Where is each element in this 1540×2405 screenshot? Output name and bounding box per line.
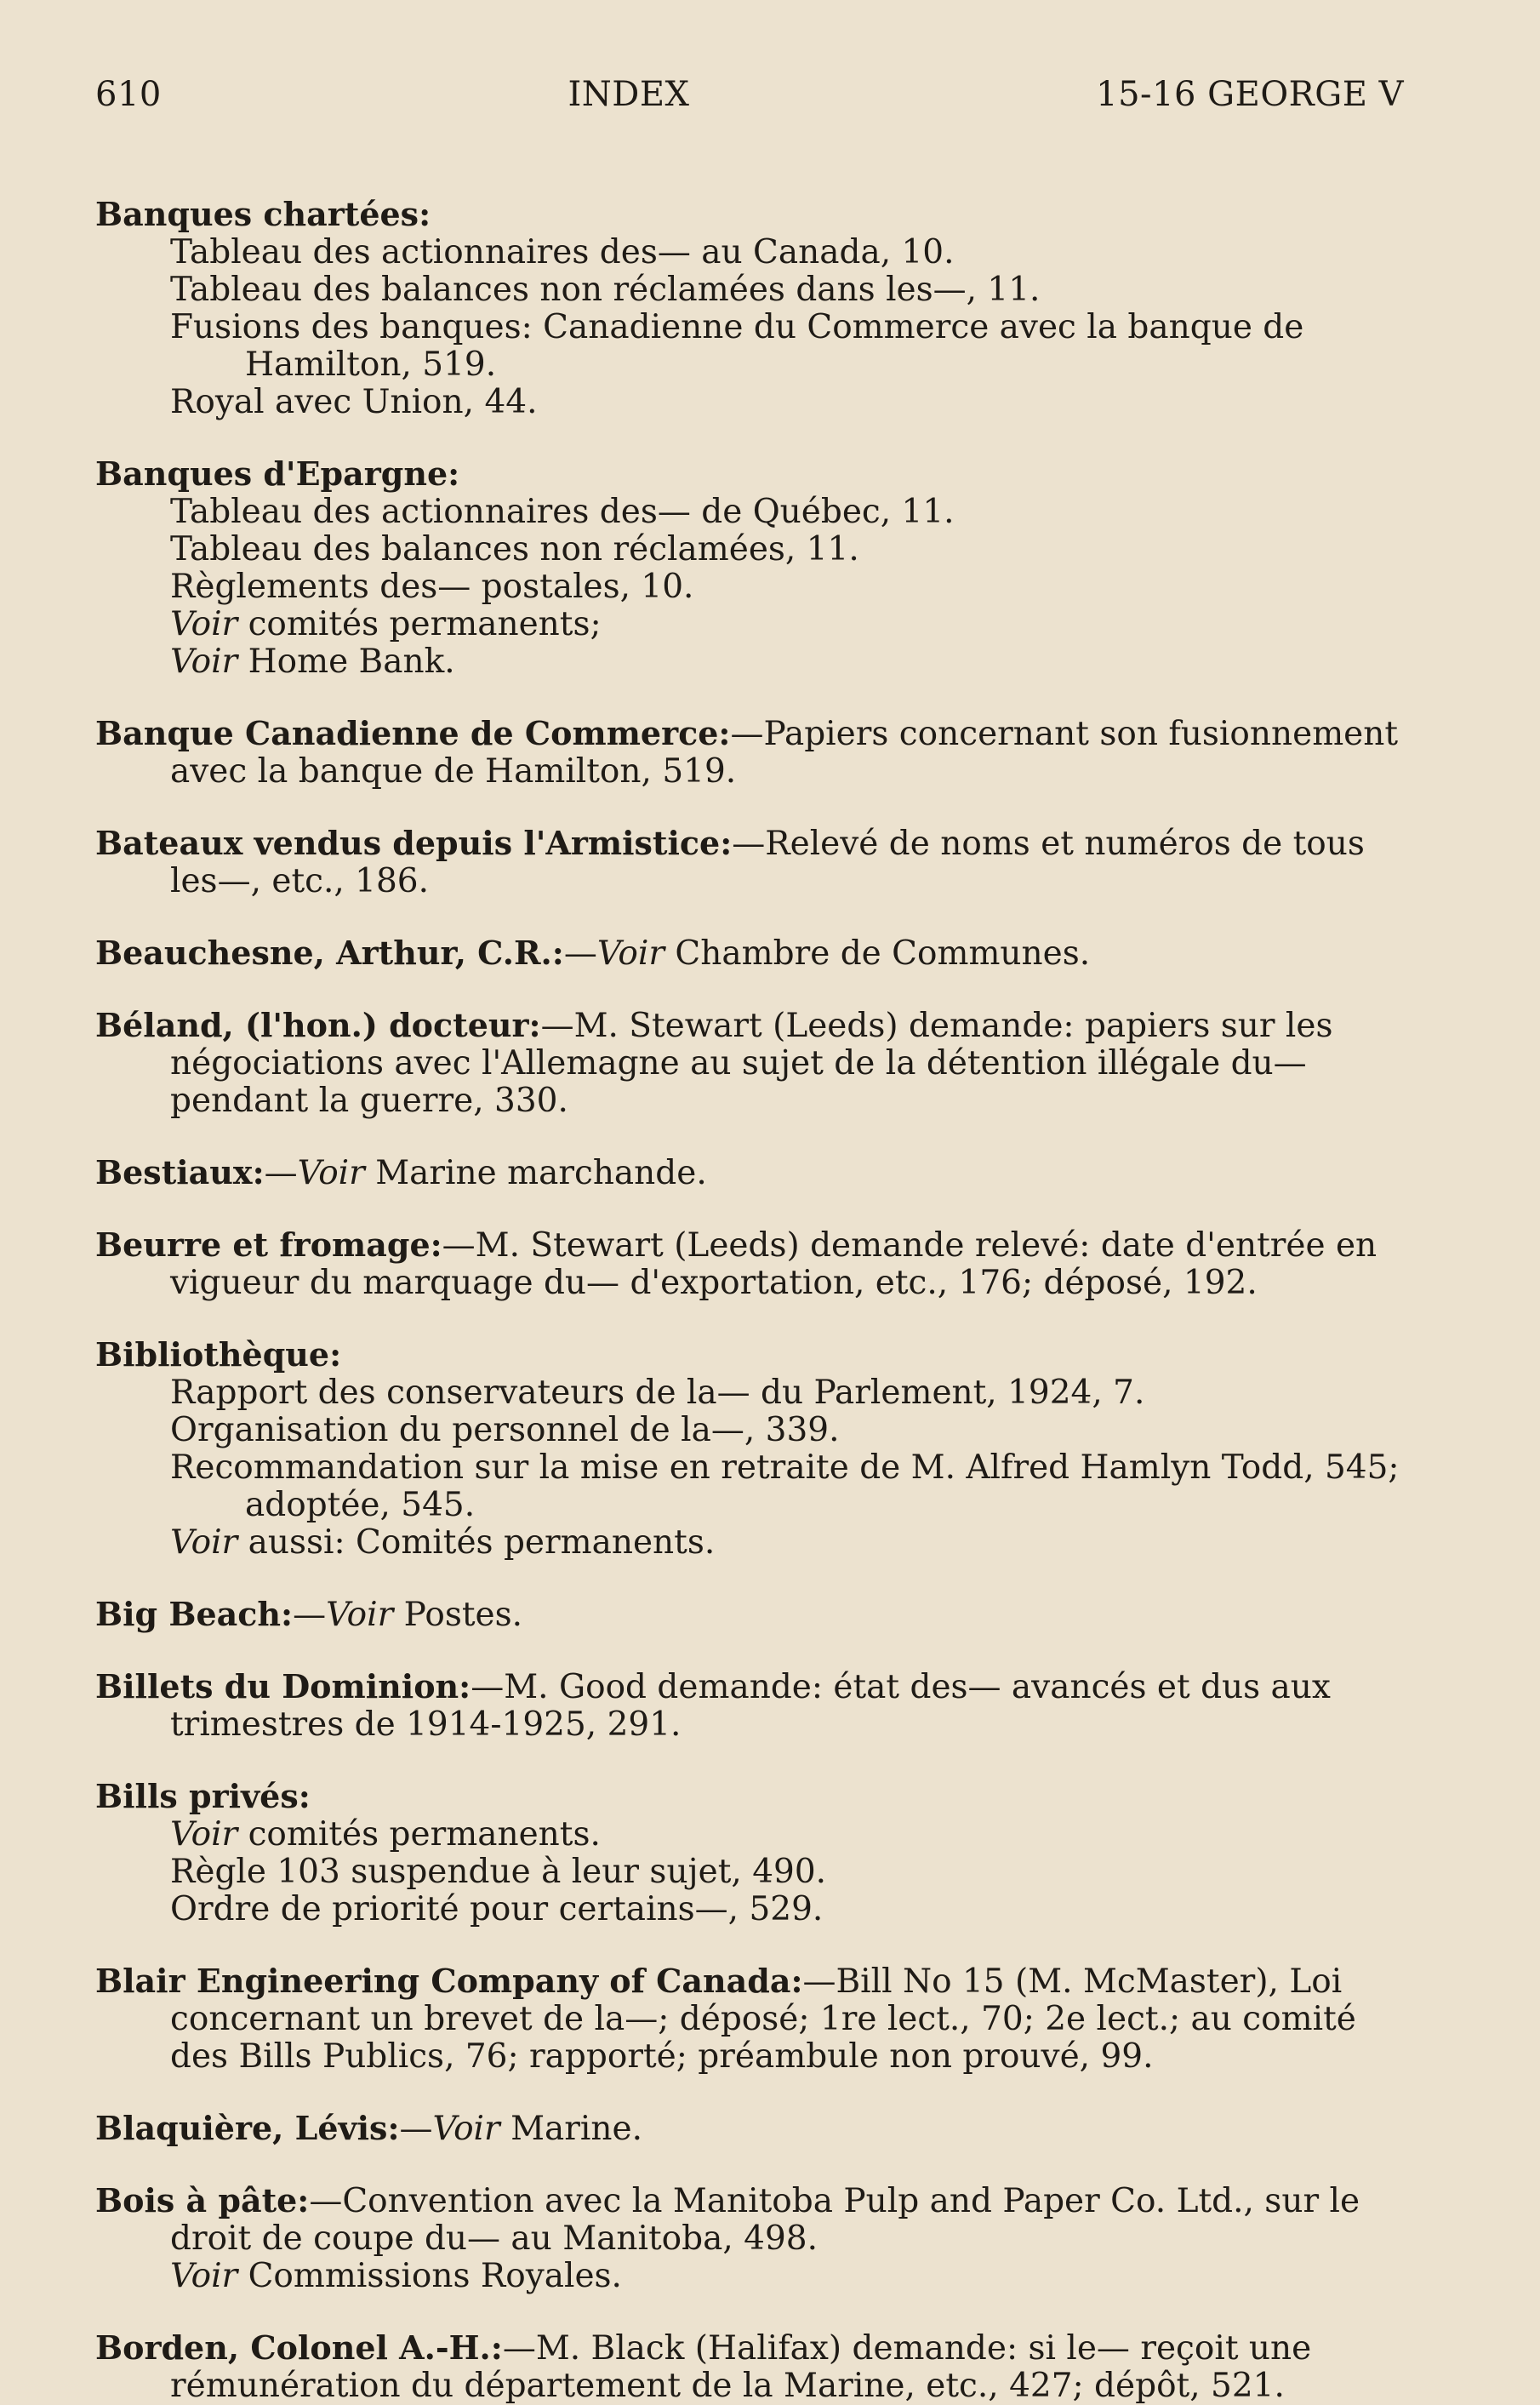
sub-entry-text: comités permanents. <box>248 1815 601 1854</box>
index-entries <box>95 196 1404 2405</box>
index-entry <box>95 1336 1404 1562</box>
entry-heading: Borden, Colonel A.-H.: <box>95 2328 503 2367</box>
entry-text: —M. Black (Halifax) demande: si le— reçoit une rémunération du département de la Marine, etc., 427; dépôt, 521. <box>170 2329 1312 2405</box>
sub-entry <box>95 384 1404 421</box>
sub-entry-text: Tableau des actionnaires des— au Canada, 10. <box>170 233 955 271</box>
entry-text: Marine. <box>510 2110 642 2148</box>
entry-heading: Big Beach: <box>95 1595 294 1633</box>
index-entry <box>95 1778 1404 1928</box>
entry-heading: Bibliothèque: <box>95 1335 342 1374</box>
entry-heading: Billets du Dominion: <box>95 1667 471 1705</box>
page-number: 610 <box>95 75 162 114</box>
entry-heading-line <box>95 1336 1404 1374</box>
running-head <box>95 75 1404 114</box>
entry-text: —M. Stewart (Leeds) demande: papiers sur les négociations avec l'Allemagne au sujet de la détention illégale du— pendant la guerre, 330. <box>170 1007 1333 1120</box>
index-entry <box>95 1962 1404 2076</box>
entry-heading-line <box>95 196 1404 234</box>
entry-heading: Bois à pâte: <box>95 2181 310 2219</box>
entry-heading: Béland, (l'hon.) docteur: <box>95 1006 541 1044</box>
entry-text: Chambre de Communes. <box>675 934 1091 973</box>
sub-entry <box>95 531 1404 568</box>
entry-text: —Relevé de noms et numéros de tous les—, etc., 186. <box>170 825 1365 900</box>
entry-heading: Beurre et fromage: <box>95 1225 442 1264</box>
sub-entry-text: comités permanents; <box>248 605 602 643</box>
sub-entry <box>95 234 1404 271</box>
entry-heading-line <box>95 2110 1404 2148</box>
entry-heading-line <box>95 2329 1404 2405</box>
entry-heading: Blair Engineering Company of Canada: <box>95 1962 803 2000</box>
entry-heading: Banque Canadienne de Commerce: <box>95 714 731 752</box>
entry-heading-line <box>95 1154 1404 1192</box>
sub-entry-text: Tableau des balances non réclamées dans les—, 11. <box>170 271 1041 309</box>
entry-heading-line <box>95 715 1404 791</box>
sub-entry-text: Home Bank. <box>248 643 455 681</box>
index-entry <box>95 1007 1404 1120</box>
entry-dash: — <box>264 1154 298 1192</box>
entry-heading: Bills privés: <box>95 1777 311 1815</box>
sub-entry-text: Organisation du personnel de la—, 339. <box>170 1411 840 1449</box>
sub-entry <box>95 643 1404 681</box>
sub-entry-text: Règle 103 suspendue à leur sujet, 490. <box>170 1853 827 1891</box>
sub-entry-text: Ordre de priorité pour certains—, 529. <box>170 1890 824 1928</box>
entry-heading-line <box>95 825 1404 900</box>
index-entry <box>95 825 1404 900</box>
sub-entry <box>95 1449 1404 1524</box>
sub-entry-text: Tableau des actionnaires des— de Québec, 11. <box>170 493 955 531</box>
sub-entry-text: Royal avec Union, 44. <box>170 383 538 421</box>
voir-reference: Voir <box>170 1523 238 1562</box>
entry-heading: Bestiaux: <box>95 1153 265 1191</box>
voir-reference: Voir <box>170 1815 238 1854</box>
voir-reference: Voir <box>297 1154 365 1192</box>
index-entry <box>95 715 1404 791</box>
entry-text: —M. Stewart (Leeds) demande relevé: date d'entrée en vigueur du marquage du— d'exportation, etc., 176; déposé, 192. <box>170 1226 1377 1302</box>
sub-entry-text: Règlements des— postales, 10. <box>170 568 694 606</box>
index-entry <box>95 2110 1404 2148</box>
entry-heading-line <box>95 1668 1404 1744</box>
sub-entry <box>95 2258 1404 2295</box>
index-entry <box>95 934 1404 973</box>
sub-entry-text: Fusions des banques: Canadienne du Commerce avec la banque de Hamilton, 519. <box>170 308 1304 384</box>
entry-heading: Bateaux vendus depuis l'Armistice: <box>95 824 733 862</box>
entry-dash: — <box>293 1596 327 1634</box>
sub-entry <box>95 1816 1404 1854</box>
entry-dash: — <box>399 2110 433 2148</box>
index-entry <box>95 1226 1404 1302</box>
sub-entry-text: Commissions Royales. <box>248 2257 622 2295</box>
voir-reference: Voir <box>170 643 238 681</box>
volume-label: 15-16 GEORGE V <box>1096 75 1404 114</box>
index-entry <box>95 1154 1404 1192</box>
sub-entry-text: aussi: Comités permanents. <box>248 1523 716 1562</box>
sub-entry <box>95 1412 1404 1449</box>
entry-text: Postes. <box>403 1596 522 1634</box>
index-entry <box>95 196 1404 421</box>
sub-entry <box>95 606 1404 643</box>
sub-entry <box>95 1374 1404 1412</box>
entry-heading: Banques chartées: <box>95 195 431 233</box>
entry-text: —Papiers concernant son fusionnement avec la banque de Hamilton, 519. <box>170 715 1399 791</box>
entry-heading: Beauchesne, Arthur, C.R.: <box>95 934 564 972</box>
entry-text: —Bill No 15 (M. McMaster), Loi concernant un brevet de la—; déposé; 1re lect., 70; 2e lect.; au comité des Bills Publics, 76; rapporté; préambule non prouvé, 99. <box>170 1962 1356 2076</box>
index-entry <box>95 1668 1404 1744</box>
voir-reference: Voir <box>326 1596 394 1634</box>
voir-reference: Voir <box>432 2110 500 2148</box>
entry-heading-line <box>95 2182 1404 2258</box>
entry-heading-line <box>95 1778 1404 1816</box>
sub-entry <box>95 1854 1404 1891</box>
sub-entry <box>95 271 1404 309</box>
sub-entry <box>95 568 1404 606</box>
entry-dash: — <box>563 934 597 973</box>
entry-heading-line <box>95 1226 1404 1302</box>
entry-heading: Banques d'Epargne: <box>95 454 460 493</box>
index-entry <box>95 2182 1404 2295</box>
sub-entry-text: Tableau des balances non réclamées, 11. <box>170 530 859 568</box>
index-entry <box>95 2329 1404 2405</box>
sub-entry <box>95 494 1404 531</box>
sub-entry <box>95 309 1404 384</box>
sub-entry-text: Rapport des conservateurs de la— du Parlement, 1924, 7. <box>170 1374 1145 1412</box>
sub-entry <box>95 1891 1404 1928</box>
sub-entry <box>95 1524 1404 1562</box>
entry-heading-line <box>95 1596 1404 1634</box>
voir-reference: Voir <box>170 2257 238 2295</box>
entry-text: —M. Good demande: état des— avancés et dus aux trimestres de 1914-1925, 291. <box>170 1668 1331 1744</box>
entry-text: Marine marchande. <box>375 1154 707 1192</box>
entry-heading-line <box>95 455 1404 494</box>
entry-heading-line <box>95 1007 1404 1120</box>
entry-heading-line <box>95 1962 1404 2076</box>
voir-reference: Voir <box>596 934 665 973</box>
index-entry <box>95 1596 1404 1634</box>
index-entry <box>95 455 1404 681</box>
voir-reference: Voir <box>170 605 238 643</box>
entry-text: —Convention avec la Manitoba Pulp and Paper Co. Ltd., sur le droit de coupe du— au Manitoba, 498. <box>170 2182 1360 2258</box>
entry-heading: Blaquière, Lévis: <box>95 2109 400 2147</box>
entry-heading-line <box>95 934 1404 973</box>
sub-entry-text: Recommandation sur la mise en retraite de M. Alfred Hamlyn Todd, 545; adoptée, 545. <box>170 1448 1400 1524</box>
page-title: INDEX <box>568 75 690 114</box>
